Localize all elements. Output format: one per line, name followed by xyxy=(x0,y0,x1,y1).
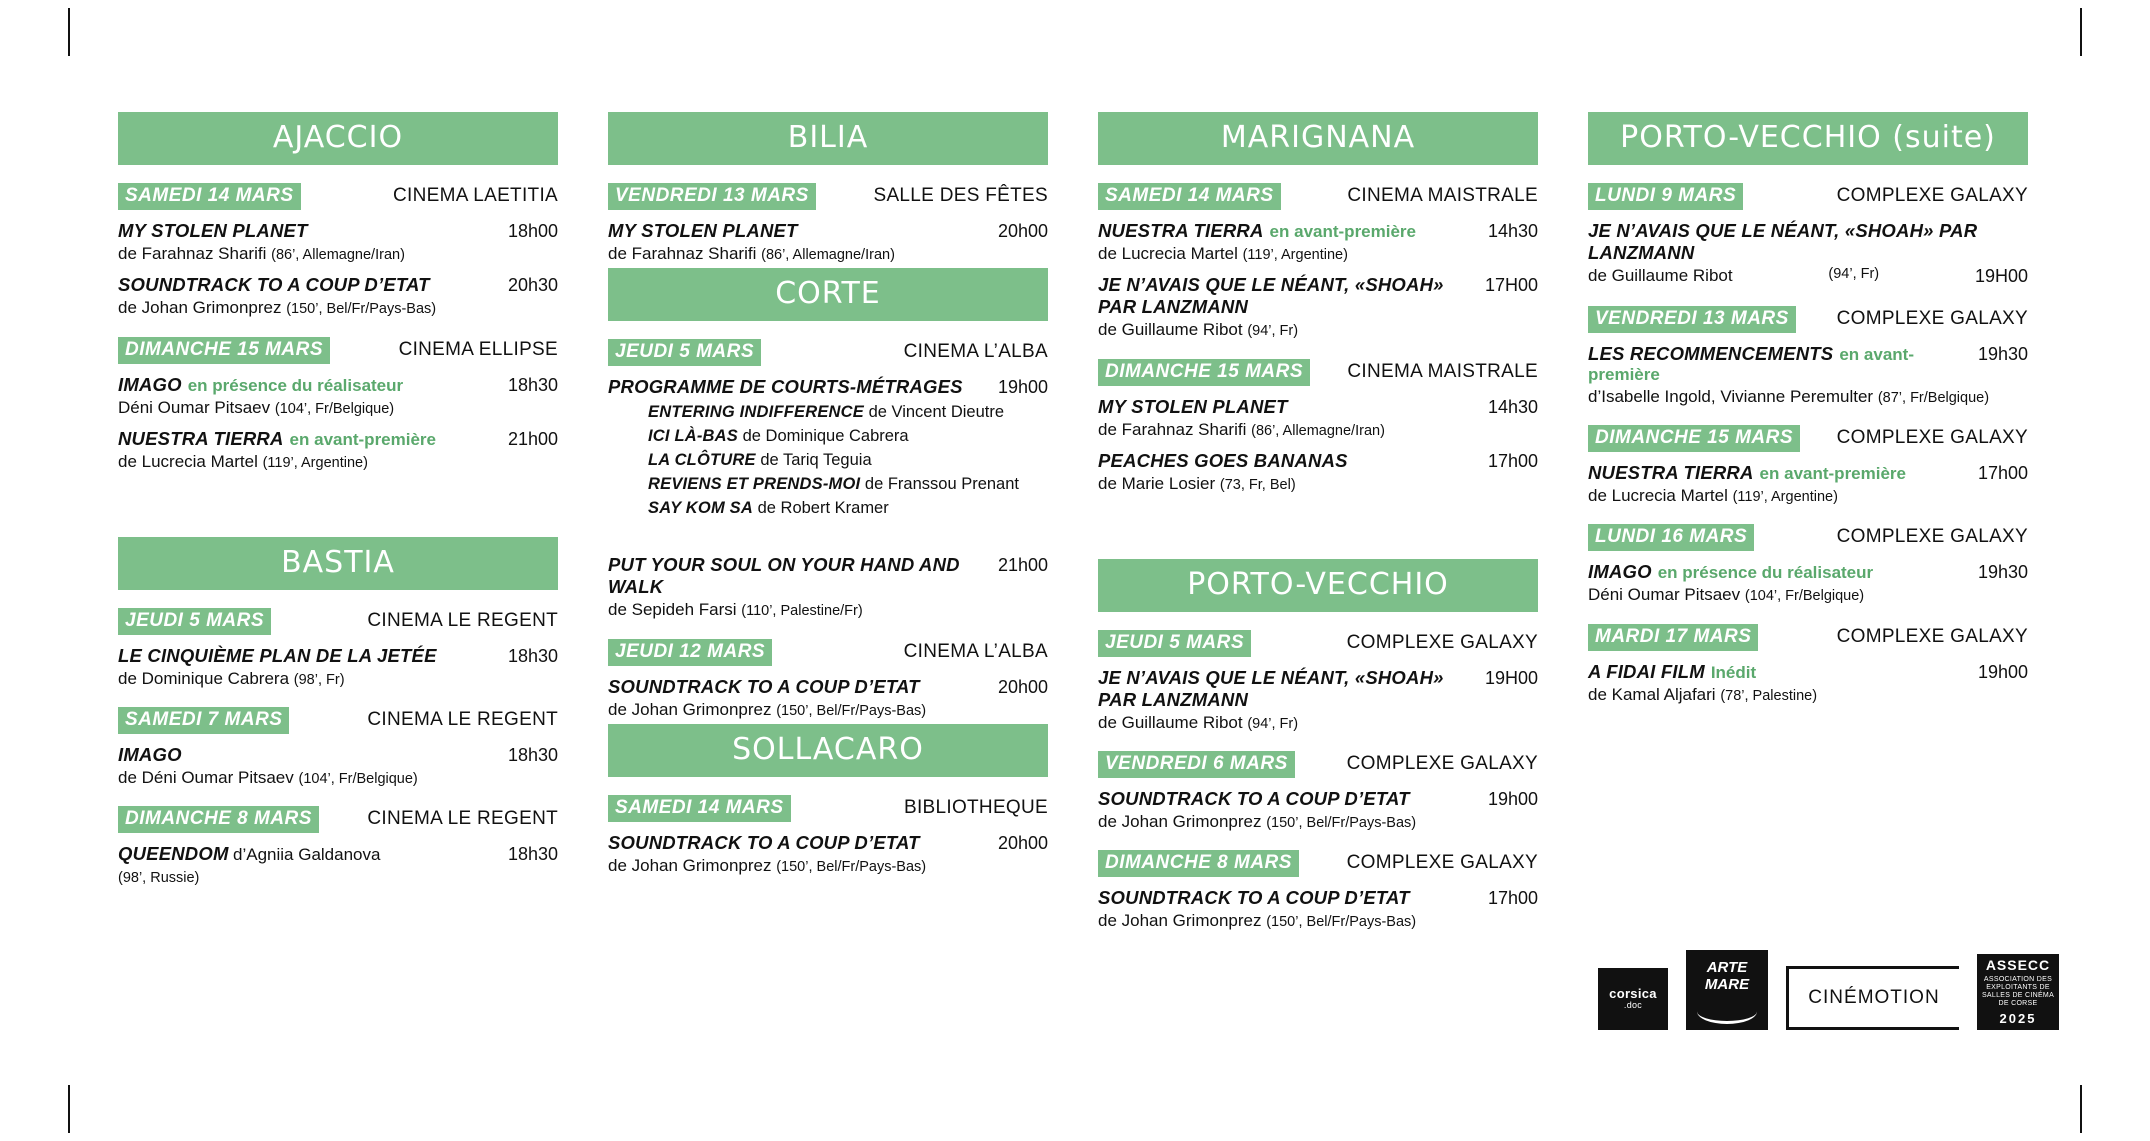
film-director-line xyxy=(118,867,558,887)
film-title-line xyxy=(118,744,558,766)
film-director: de Johan Grimonprez xyxy=(118,298,282,318)
film-director: de Guillaume Ribot xyxy=(1588,266,1733,285)
film-director-line xyxy=(1098,812,1538,832)
short-film-title: ENTERING INDIFFERENCE xyxy=(648,403,864,422)
film-director: de Johan Grimonprez xyxy=(1098,811,1262,831)
film-director-line xyxy=(1588,486,2028,506)
date-row xyxy=(608,639,1048,666)
crop-mark-top-left xyxy=(68,8,70,56)
date-tag: LUNDI 9 MARS xyxy=(1588,183,1743,210)
film-time: 17h00 xyxy=(1487,451,1538,472)
film-director: Déni Oumar Pitsaev xyxy=(1588,585,1741,605)
short-film-item xyxy=(648,451,1048,470)
film-entry xyxy=(608,220,1048,264)
film-title: MY STOLEN PLANET xyxy=(1098,395,1288,417)
film-title-line xyxy=(608,676,1048,698)
date-row xyxy=(1588,425,2028,452)
venue-label: BIBLIOTHEQUE xyxy=(903,797,1048,819)
film-time: 19h00 xyxy=(997,377,1048,398)
film-title-line xyxy=(608,376,1048,398)
date-tag: JEUDI 5 MARS xyxy=(608,339,761,366)
film-title-wrap xyxy=(118,744,182,766)
film-time: 18h30 xyxy=(507,844,558,865)
film-director-inline: d’Agniia Galdanova xyxy=(233,845,381,865)
film-title-line xyxy=(1098,220,1538,242)
film-director: Déni Oumar Pitsaev xyxy=(118,397,271,417)
film-note: en avant-première xyxy=(1269,222,1416,241)
date-tag: DIMANCHE 15 MARS xyxy=(1098,359,1310,386)
film-director: de Johan Grimonprez xyxy=(1098,911,1262,931)
logo-assecc-line3: 2025 xyxy=(1999,1011,2037,1027)
film-time: 17H00 xyxy=(1484,275,1538,296)
film-entry xyxy=(1098,220,1538,264)
date-row xyxy=(118,608,558,635)
logo-corsica-doc-line1: corsica xyxy=(1609,985,1657,1001)
short-film-title: ICI LÀ-BAS xyxy=(648,427,738,446)
venue-label: COMPLEXE GALAXY xyxy=(1836,625,2028,647)
film-title-line xyxy=(1098,788,1538,810)
crop-mark-bottom-left xyxy=(68,1085,70,1133)
film-title-line xyxy=(608,554,1048,598)
film-title: IMAGO xyxy=(1588,561,1652,583)
film-title-line xyxy=(1588,220,2028,264)
venue-label: CINEMA MAISTRALE xyxy=(1347,185,1538,206)
film-meta: (86’, Allemagne/Iran) xyxy=(761,247,895,263)
film-title: IMAGO xyxy=(118,743,182,765)
film-director-line xyxy=(1588,585,2028,605)
city-banner-corte: CORTE xyxy=(608,268,1048,321)
film-entry xyxy=(608,676,1048,720)
film-time: 20h30 xyxy=(507,275,558,296)
logo-assecc-line1: ASSECC xyxy=(1985,956,2051,973)
film-title-wrap xyxy=(118,220,308,242)
film-director-line xyxy=(118,244,558,264)
film-entry xyxy=(1588,220,2028,288)
date-row xyxy=(608,183,1048,210)
film-title-line xyxy=(118,274,558,296)
venue-label: COMPLEXE GALAXY xyxy=(1836,426,2028,448)
date-row xyxy=(1098,630,1538,657)
venue-label: COMPLEXE GALAXY xyxy=(1836,185,2028,206)
film-meta: (94’, Fr) xyxy=(1247,323,1299,340)
date-tag: SAMEDI 14 MARS xyxy=(608,795,791,822)
date-tag: VENDREDI 6 MARS xyxy=(1098,751,1295,778)
film-title-wrap xyxy=(1098,396,1288,418)
logo-cinemotion-label: CINÉMOTION xyxy=(1808,986,1940,1008)
film-director-line xyxy=(1588,387,2028,407)
film-meta: (150’, Bel/Fr/Pays-Bas) xyxy=(776,702,927,719)
short-film-title: LA CLÔTURE xyxy=(648,451,756,470)
film-time: 20h00 xyxy=(997,676,1048,697)
date-tag: SAMEDI 14 MARS xyxy=(118,183,301,210)
venue-label: COMPLEXE GALAXY xyxy=(1836,526,2028,548)
film-title-wrap xyxy=(1098,450,1348,472)
film-title: SOUNDTRACK TO A COUP D’ETAT xyxy=(608,675,920,697)
venue-label: CINEMA L’ALBA xyxy=(903,341,1048,363)
film-director-line xyxy=(118,768,558,788)
film-title-line xyxy=(1098,450,1538,472)
wave-icon xyxy=(1697,999,1757,1024)
film-title: JE N’AVAIS QUE LE NÉANT, «SHOAH» PAR LANZMANN xyxy=(1588,220,1978,263)
date-tag: DIMANCHE 8 MARS xyxy=(118,806,319,833)
film-director-line xyxy=(608,856,1048,876)
short-film-director: de Vincent Dieutre xyxy=(868,403,1005,422)
film-title-wrap xyxy=(608,376,963,398)
venue-label: CINEMA MAISTRALE xyxy=(1347,360,1538,382)
film-title: NUESTRA TIERRA xyxy=(118,428,284,450)
short-film-title: SAY KOM SA xyxy=(648,499,753,518)
film-title-wrap xyxy=(1098,887,1410,909)
film-meta: (104’, Fr/Belgique) xyxy=(298,770,418,787)
film-title-wrap xyxy=(1588,220,2020,264)
film-director-line xyxy=(118,452,558,472)
film-title-wrap xyxy=(1588,343,1970,385)
film-title: SOUNDTRACK TO A COUP D’ETAT xyxy=(1098,787,1410,809)
logo-arte-mare-line1: ARTE MARE xyxy=(1704,959,1750,993)
date-tag: DIMANCHE 15 MARS xyxy=(118,337,330,364)
date-tag: VENDREDI 13 MARS xyxy=(1588,306,1796,333)
date-row xyxy=(608,795,1048,822)
film-entry xyxy=(118,220,558,264)
film-title: PROGRAMME DE COURTS-MÉTRAGES xyxy=(608,376,963,398)
film-title-wrap xyxy=(118,645,437,667)
film-director-line xyxy=(608,600,1048,620)
film-entry xyxy=(608,554,1048,620)
film-director: de Marie Losier xyxy=(1098,474,1216,494)
film-entry xyxy=(1098,887,1538,931)
film-title-line xyxy=(1588,661,2028,683)
film-time: 19h30 xyxy=(1977,562,2028,583)
film-meta: (150’, Bel/Fr/Pays-Bas) xyxy=(1266,814,1417,831)
film-title-line xyxy=(1588,462,2028,484)
film-title-line xyxy=(608,220,1048,242)
film-title: JE N’AVAIS QUE LE NÉANT, «SHOAH» PAR LANZMANN xyxy=(1098,274,1444,318)
film-entry xyxy=(1588,343,2028,407)
film-title: LES RECOMMENCEMENTS xyxy=(1588,342,1834,364)
film-meta: (98’, Russie) xyxy=(118,870,200,887)
film-title: JE N’AVAIS QUE LE NÉANT, «SHOAH» PAR LANZMANN xyxy=(1098,666,1444,710)
film-title-line xyxy=(1098,274,1538,318)
film-entry xyxy=(118,374,558,418)
city-banner-bilia: BILIA xyxy=(608,112,1048,165)
film-time: 20h00 xyxy=(997,221,1048,241)
film-title-line xyxy=(118,374,558,396)
venue-label: SALLE DES FÊTES xyxy=(873,185,1048,206)
film-meta: (78’, Palestine) xyxy=(1720,687,1818,704)
film-title-wrap xyxy=(1098,220,1416,242)
film-title: IMAGO xyxy=(118,373,182,395)
date-row xyxy=(118,337,558,364)
schedule-column xyxy=(118,112,558,936)
film-title-wrap xyxy=(608,554,990,598)
film-meta: (119’, Argentine) xyxy=(1242,247,1348,263)
film-time: 17h00 xyxy=(1487,888,1538,909)
film-director: d’Isabelle Ingold, Vivianne Peremulter xyxy=(1588,386,1874,406)
film-title: NUESTRA TIERRA xyxy=(1098,220,1264,241)
film-director-line xyxy=(608,244,1048,264)
film-director-line xyxy=(1098,320,1538,340)
date-tag: SAMEDI 14 MARS xyxy=(1098,183,1281,210)
city-banner-porto-vecchio: PORTO-VECCHIO xyxy=(1098,559,1538,612)
film-meta: (73, Fr, Bel) xyxy=(1219,477,1296,494)
date-tag: JEUDI 5 MARS xyxy=(1098,630,1251,657)
film-director-line xyxy=(1098,244,1538,264)
date-tag: JEUDI 12 MARS xyxy=(608,639,772,666)
film-time: 18h00 xyxy=(507,221,558,241)
film-time: 14h30 xyxy=(1487,221,1538,241)
film-meta: (150’, Bel/Fr/Pays-Bas) xyxy=(286,301,437,318)
date-tag: DIMANCHE 8 MARS xyxy=(1098,850,1299,877)
film-title: LE CINQUIÈME PLAN DE LA JETÉE xyxy=(118,644,437,666)
film-title: SOUNDTRACK TO A COUP D’ETAT xyxy=(1098,887,1410,909)
film-director: de Lucrecia Martel xyxy=(1098,244,1238,263)
film-title: SOUNDTRACK TO A COUP D’ETAT xyxy=(608,832,920,854)
date-row xyxy=(118,806,558,833)
date-row xyxy=(118,183,558,210)
film-entry xyxy=(118,645,558,689)
film-title-wrap xyxy=(608,832,920,854)
film-director-line xyxy=(1098,474,1538,494)
film-title-wrap xyxy=(1098,667,1477,711)
film-meta: (86’, Allemagne/Iran) xyxy=(271,247,405,263)
film-director: de Sepideh Farsi xyxy=(608,600,737,620)
city-banner-sollacaro: SOLLACARO xyxy=(608,724,1048,777)
film-time: 14h30 xyxy=(1487,396,1538,417)
film-title-line xyxy=(118,220,558,242)
film-time: 18h30 xyxy=(507,744,558,765)
film-note: en présence du réalisateur xyxy=(187,375,404,395)
venue-label: CINEMA ELLIPSE xyxy=(398,338,558,360)
film-meta: (104’, Fr/Belgique) xyxy=(1744,588,1865,605)
film-title-wrap xyxy=(118,274,430,296)
film-title-wrap xyxy=(1588,661,1756,683)
film-director-line xyxy=(118,669,558,689)
film-entry xyxy=(1098,667,1538,733)
film-meta: (86’, Allemagne/Iran) xyxy=(1251,422,1385,439)
venue-label: CINEMA L’ALBA xyxy=(903,640,1048,662)
film-title-wrap xyxy=(118,374,403,396)
film-director: de Johan Grimonprez xyxy=(608,699,772,719)
venue-label: COMPLEXE GALAXY xyxy=(1346,631,1538,653)
date-row xyxy=(1098,183,1538,210)
crop-mark-top-right xyxy=(2080,8,2082,56)
film-meta: (104’, Fr/Belgique) xyxy=(274,400,395,417)
date-row xyxy=(1588,624,2028,651)
film-title-wrap xyxy=(1588,561,1873,583)
film-time-secondary: 19H00 xyxy=(1974,266,2028,286)
date-row xyxy=(1098,850,1538,877)
film-title-wrap xyxy=(118,843,380,865)
crop-mark-bottom-right xyxy=(2080,1085,2082,1133)
film-meta: (150’, Bel/Fr/Pays-Bas) xyxy=(1266,914,1417,931)
film-entry xyxy=(118,428,558,472)
film-meta: (98’, Fr) xyxy=(293,671,345,688)
film-entry xyxy=(118,744,558,788)
date-row xyxy=(1588,183,2028,210)
short-film-director: de Franssou Prenant xyxy=(864,475,1019,494)
film-time: 17h00 xyxy=(1977,462,2028,483)
film-note: en avant-première xyxy=(1588,344,1914,384)
film-time: 19h00 xyxy=(1487,788,1538,809)
venue-label: COMPLEXE GALAXY xyxy=(1346,852,1538,874)
film-entry xyxy=(1098,274,1538,340)
date-tag: JEUDI 5 MARS xyxy=(118,608,271,635)
city-banner-marignana: MARIGNANA xyxy=(1098,112,1538,165)
city-banner-bastia: BASTIA xyxy=(118,537,558,590)
film-entry xyxy=(1098,450,1538,494)
film-director-line xyxy=(118,298,558,318)
date-tag: SAMEDI 7 MARS xyxy=(118,707,289,734)
schedule-column xyxy=(1588,112,2028,936)
film-entry xyxy=(118,274,558,318)
date-row xyxy=(118,707,558,734)
film-title: A FIDAI FILM xyxy=(1588,660,1705,682)
film-note: en présence du réalisateur xyxy=(1657,563,1874,583)
logo-strip xyxy=(1598,950,2059,1030)
film-entry xyxy=(1098,788,1538,832)
schedule-column xyxy=(608,112,1048,936)
film-entry xyxy=(1098,396,1538,440)
film-director: de Johan Grimonprez xyxy=(608,856,772,876)
film-title-line xyxy=(1098,667,1538,711)
short-film-item xyxy=(648,427,1048,446)
film-title-line xyxy=(118,645,558,667)
film-meta: (150’, Bel/Fr/Pays-Bas) xyxy=(776,859,927,876)
film-director: de Guillaume Ribot xyxy=(1098,320,1243,340)
film-title: SOUNDTRACK TO A COUP D’ETAT xyxy=(118,274,430,296)
date-tag: MARDI 17 MARS xyxy=(1588,624,1758,651)
film-entry xyxy=(608,376,1048,398)
film-title-line xyxy=(608,832,1048,854)
logo-cinemotion xyxy=(1786,966,1959,1030)
film-title: MY STOLEN PLANET xyxy=(118,220,308,241)
film-entry xyxy=(1588,462,2028,506)
film-title-wrap xyxy=(1588,462,1906,484)
date-row xyxy=(1098,751,1538,778)
venue-label: COMPLEXE GALAXY xyxy=(1346,752,1538,774)
venue-label: CINEMA LE REGENT xyxy=(367,708,558,730)
film-title-line xyxy=(1098,396,1538,418)
date-row xyxy=(1588,306,2028,333)
date-tag: LUNDI 16 MARS xyxy=(1588,524,1754,551)
film-meta: (119’, Argentine) xyxy=(262,455,368,472)
short-film-item xyxy=(648,403,1048,422)
film-title: NUESTRA TIERRA xyxy=(1588,461,1754,483)
film-meta: (94’, Fr) xyxy=(1828,266,1880,282)
film-title: MY STOLEN PLANET xyxy=(608,220,798,241)
short-film-director: de Tariq Teguia xyxy=(760,451,872,470)
film-entry xyxy=(118,843,558,887)
film-director-line xyxy=(1098,911,1538,931)
film-title-wrap xyxy=(1098,788,1410,810)
venue-label: CINEMA LE REGENT xyxy=(367,609,558,631)
logo-corsica-doc-line2: .doc xyxy=(1623,1000,1643,1011)
film-director: de Lucrecia Martel xyxy=(1588,485,1728,505)
film-director: de Lucrecia Martel xyxy=(118,452,258,472)
film-title-wrap xyxy=(608,676,920,698)
film-title-line xyxy=(1588,343,2028,385)
film-time: 19h00 xyxy=(1977,661,2028,682)
date-row xyxy=(1098,359,1538,386)
date-tag: VENDREDI 13 MARS xyxy=(608,183,816,210)
film-director-line xyxy=(1588,685,2028,705)
logo-assecc xyxy=(1977,954,2059,1030)
film-time: 20h00 xyxy=(997,833,1048,854)
short-film-title: REVIENS ET PRENDS-MOI xyxy=(648,475,861,494)
film-entry xyxy=(608,832,1048,876)
short-film-item xyxy=(648,475,1048,494)
film-title-wrap xyxy=(1098,274,1477,318)
film-time: 19H00 xyxy=(1484,667,1538,688)
film-title: PUT YOUR SOUL ON YOUR HAND AND WALK xyxy=(608,554,960,598)
film-meta: (87’, Fr/Belgique) xyxy=(1877,389,1990,406)
film-director-line xyxy=(1588,266,2028,288)
film-title: QUEENDOM xyxy=(118,843,229,865)
logo-assecc-line2: ASSOCIATION DES EXPLOITANTS DE SALLES DE CINÉMA DE CORSE xyxy=(1981,975,2055,1008)
film-note: en avant-première xyxy=(289,430,436,450)
short-film-director: de Dominique Cabrera xyxy=(742,427,909,446)
film-title-line xyxy=(1588,561,2028,583)
venue-label: CINEMA LAETITIA xyxy=(393,185,558,206)
film-director: de Kamal Aljafari xyxy=(1588,684,1716,704)
logo-corsica-doc xyxy=(1598,968,1668,1030)
spacer xyxy=(608,518,1048,544)
film-meta: (94’, Fr) xyxy=(1247,715,1299,732)
film-time: 18h30 xyxy=(507,645,558,666)
date-row xyxy=(1588,524,2028,551)
film-title-line xyxy=(1098,887,1538,909)
schedule-columns xyxy=(118,112,2038,936)
film-entry xyxy=(1588,661,2028,705)
film-time: 21h00 xyxy=(507,429,558,450)
film-entry xyxy=(1588,561,2028,605)
film-director-line xyxy=(118,398,558,418)
film-time: 19h30 xyxy=(1977,343,2028,364)
film-director: de Dominique Cabrera xyxy=(118,668,290,688)
film-director-line xyxy=(1098,713,1538,733)
film-note: en avant-première xyxy=(1759,463,1906,483)
venue-label: COMPLEXE GALAXY xyxy=(1836,307,2028,329)
film-meta: (110’, Palestine/Fr) xyxy=(741,603,863,620)
film-time: 21h00 xyxy=(997,555,1048,576)
short-film-director: de Robert Kramer xyxy=(757,499,889,518)
film-director-line xyxy=(608,700,1048,720)
city-banner-ajaccio: AJACCIO xyxy=(118,112,558,165)
film-director: de Farahnaz Sharifi xyxy=(1098,419,1247,439)
short-film-item xyxy=(648,499,1048,518)
city-banner-porto-vecchio-suite-: PORTO-VECCHIO (suite) xyxy=(1588,112,2028,165)
film-director-line xyxy=(1098,420,1538,440)
film-director: de Farahnaz Sharifi xyxy=(118,244,267,263)
schedule-column xyxy=(1098,112,1538,936)
logo-arte-mare xyxy=(1686,950,1768,1030)
date-row xyxy=(608,339,1048,366)
film-director: de Déni Oumar Pitsaev xyxy=(118,767,294,787)
film-director: de Farahnaz Sharifi xyxy=(608,244,757,263)
film-director: de Guillaume Ribot xyxy=(1098,712,1243,732)
film-note: Inédit xyxy=(1710,662,1757,682)
film-title-line xyxy=(118,428,558,450)
film-title-wrap xyxy=(118,428,436,450)
date-tag: DIMANCHE 15 MARS xyxy=(1588,425,1800,452)
film-title-line xyxy=(118,843,558,865)
film-meta: (119’, Argentine) xyxy=(1732,488,1838,505)
film-time: 18h30 xyxy=(507,374,558,395)
film-title-wrap xyxy=(608,220,798,242)
film-title: PEACHES GOES BANANAS xyxy=(1098,450,1348,472)
venue-label: CINEMA LE REGENT xyxy=(367,808,558,830)
